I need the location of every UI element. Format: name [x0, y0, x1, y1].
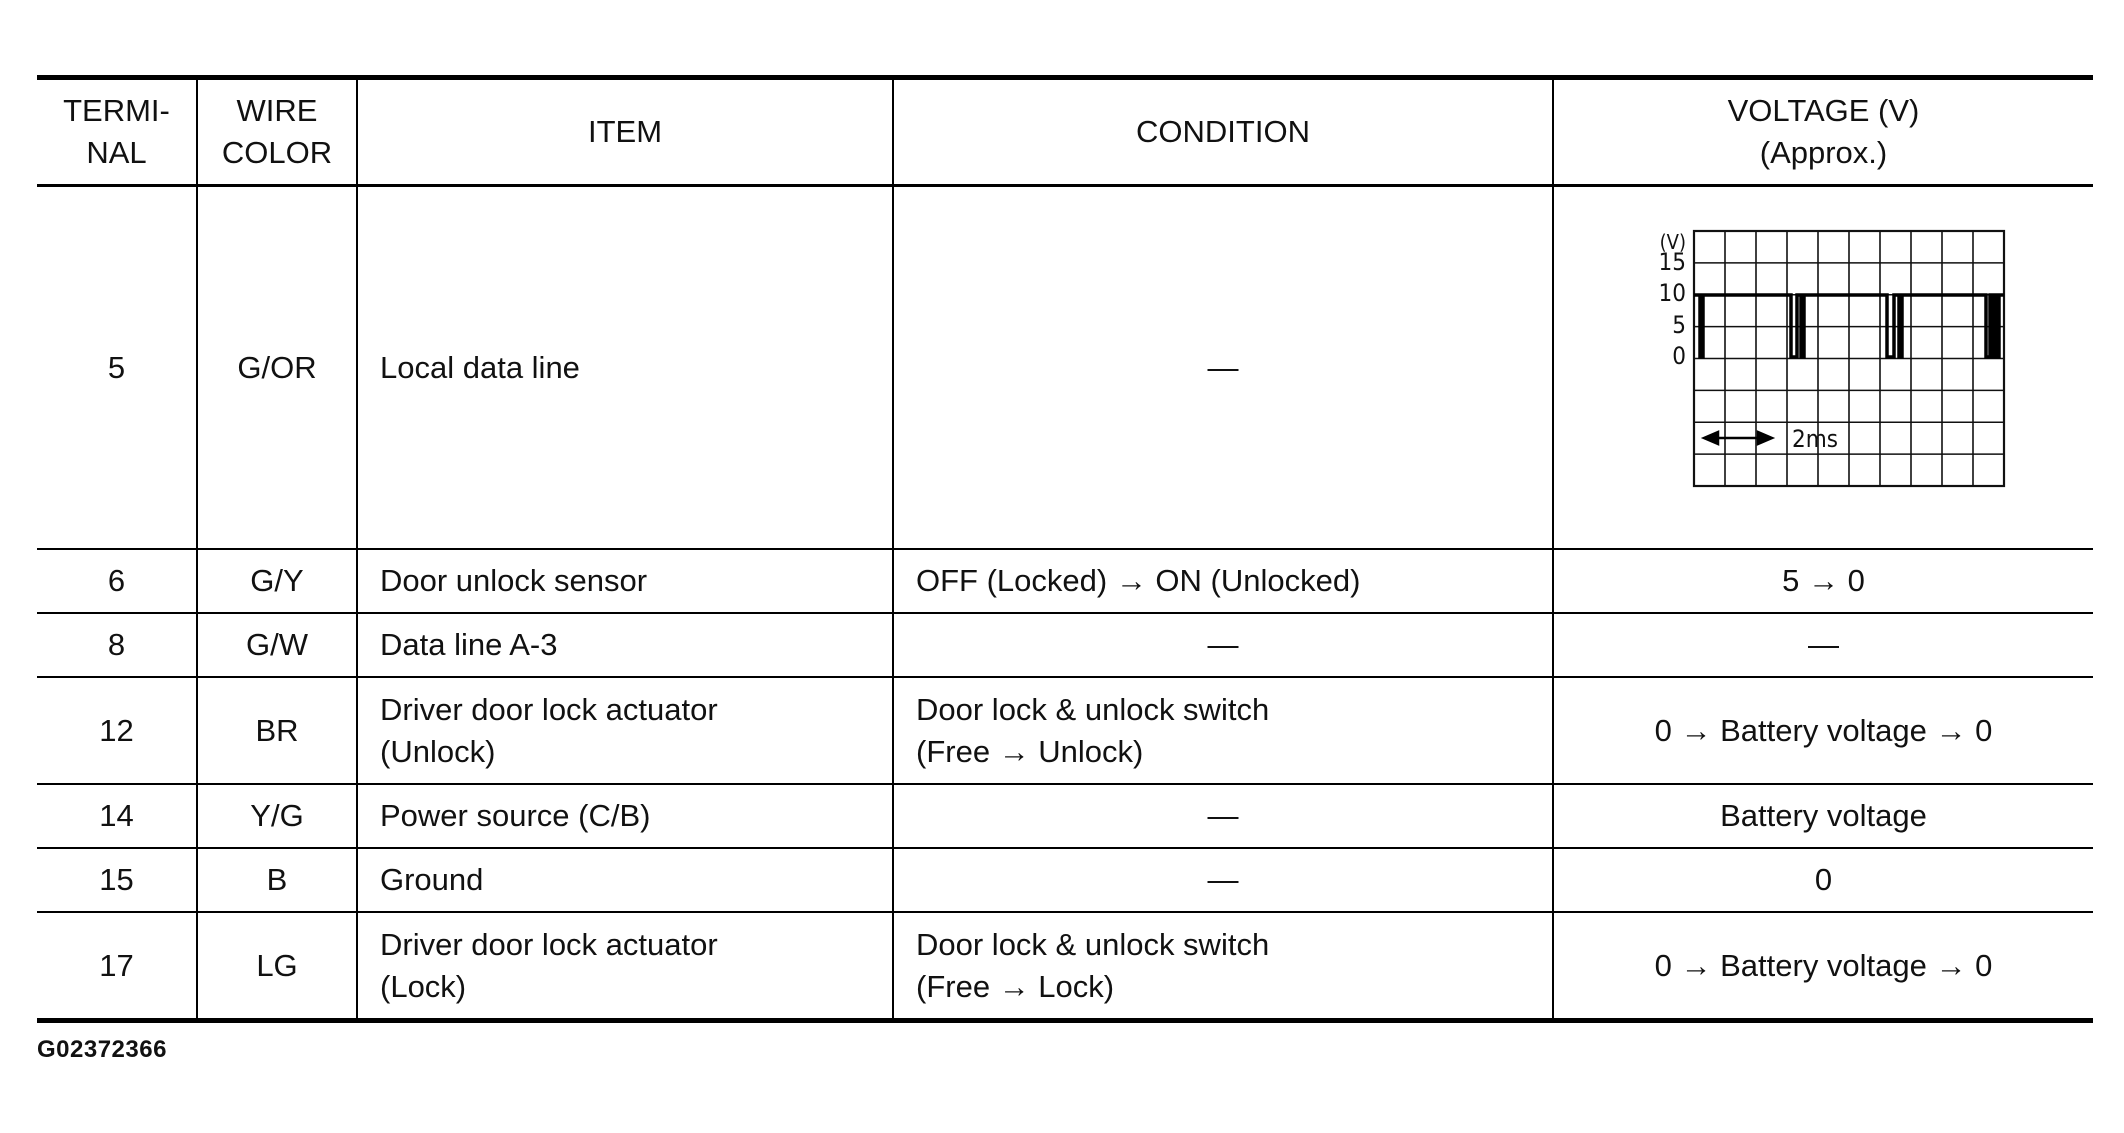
item-cell: Door unlock sensor: [357, 549, 893, 613]
item-cell: Ground: [357, 848, 893, 912]
terminal-cell: 14: [37, 784, 197, 848]
voltage-cell: 0 → Battery voltage → 0: [1553, 912, 2093, 1021]
table-row: [37, 784, 2093, 848]
wire-color-cell: G/Y: [197, 549, 357, 613]
scope-y-tick: 5: [1671, 310, 1686, 339]
terminal-cell: 6: [37, 549, 197, 613]
terminal-cell: 15: [37, 848, 197, 912]
voltage-cell: 0 → Battery voltage → 0: [1553, 677, 2093, 784]
condition-cell: —: [893, 186, 1553, 550]
wire-color-cell: B: [197, 848, 357, 912]
voltage-cell: —: [1553, 613, 2093, 677]
condition-cell: —: [893, 848, 1553, 912]
table-header-row: [37, 78, 2093, 186]
oscilloscope-waveform: [1634, 223, 2014, 513]
table-row: [37, 848, 2093, 912]
terminal-voltage-table: [37, 75, 2093, 1023]
wire-color-cell: G/W: [197, 613, 357, 677]
scope-y-tick: 0: [1671, 341, 1686, 370]
condition-cell: —: [893, 784, 1553, 848]
header-item: ITEM: [357, 78, 893, 186]
condition-cell: OFF (Locked) → ON (Unlocked): [893, 549, 1553, 613]
terminal-cell: 5: [37, 186, 197, 550]
item-cell: Local data line: [357, 186, 893, 550]
condition-cell: —: [893, 613, 1553, 677]
item-cell: Driver door lock actuator (Unlock): [357, 677, 893, 784]
table-row: [37, 677, 2093, 784]
wire-color-cell: LG: [197, 912, 357, 1021]
wire-color-cell: Y/G: [197, 784, 357, 848]
voltage-waveform-cell: [1553, 186, 2093, 550]
condition-cell: Door lock & unlock switch (Free → Unlock): [893, 677, 1553, 784]
voltage-cell: Battery voltage: [1553, 784, 2093, 848]
terminal-cell: 12: [37, 677, 197, 784]
wire-color-cell: G/OR: [197, 186, 357, 550]
table-row: [37, 912, 2093, 1021]
table-row: [37, 549, 2093, 613]
time-scale-label: 2ms: [1791, 424, 1838, 453]
item-cell: Power source (C/B): [357, 784, 893, 848]
item-cell: Data line A-3: [357, 613, 893, 677]
terminal-cell: 17: [37, 912, 197, 1021]
figure-id: G02372366: [37, 1036, 167, 1063]
table-row: [37, 186, 2093, 550]
item-cell: Driver door lock actuator (Lock): [357, 912, 893, 1021]
scope-unit-label: (V): [1659, 229, 1686, 254]
terminal-cell: 8: [37, 613, 197, 677]
scope-y-tick: 10: [1658, 278, 1686, 307]
time-scale-arrow: [1704, 432, 1772, 444]
wire-color-cell: BR: [197, 677, 357, 784]
header-wire-color: WIRE COLOR: [197, 78, 357, 186]
header-condition: CONDITION: [893, 78, 1553, 186]
table-row: [37, 613, 2093, 677]
terminal-voltage-sheet: [37, 75, 2093, 1023]
voltage-cell: 0: [1553, 848, 2093, 912]
condition-cell: Door lock & unlock switch (Free → Lock): [893, 912, 1553, 1021]
scope-grid: [1694, 231, 2004, 486]
scope-y-tick: 15: [1658, 247, 1686, 276]
header-voltage: VOLTAGE (V) (Approx.): [1553, 78, 2093, 186]
header-terminal: TERMI- NAL: [37, 78, 197, 186]
voltage-cell: 5 → 0: [1553, 549, 2093, 613]
